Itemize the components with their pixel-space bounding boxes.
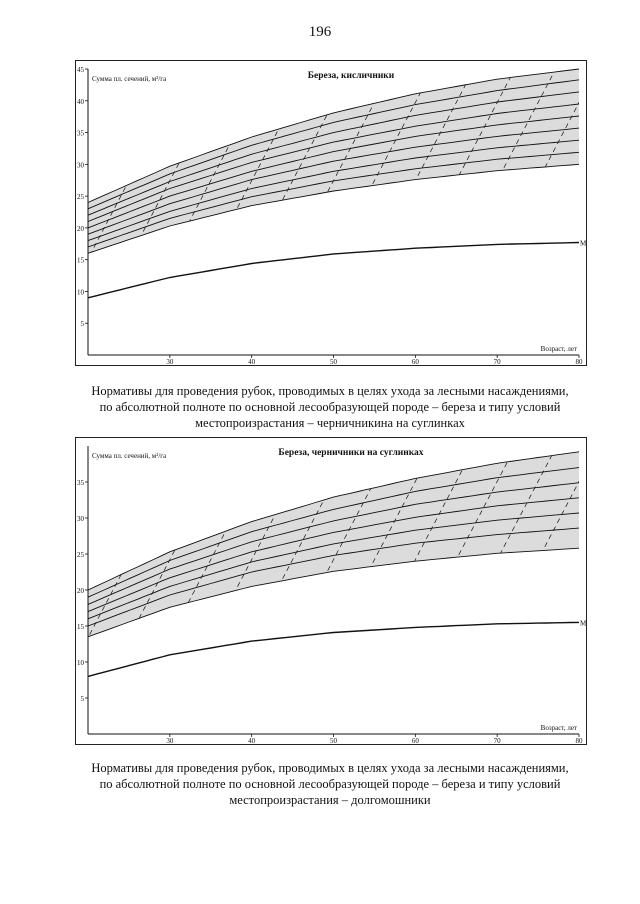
caption-chart-1 bbox=[80, 383, 580, 431]
caption-2-line-2: по абсолютной полноте по основной лесообразующей породе – береза и типу условий bbox=[99, 777, 561, 791]
y-tick-label: 35 bbox=[77, 129, 84, 138]
caption-2-line-3: местопроизрастания – долгомошники bbox=[229, 793, 431, 807]
y-tick-label: 15 bbox=[77, 623, 84, 631]
chart-birch-oxalis bbox=[75, 60, 587, 366]
min-line-label: M bbox=[580, 239, 586, 248]
y-tick-label: 45 bbox=[77, 66, 84, 74]
y-tick-label: 40 bbox=[77, 97, 84, 106]
x-tick-label: 80 bbox=[575, 737, 583, 744]
page-number: 196 bbox=[308, 24, 332, 40]
caption-1-line-3: местопроизрастания – черничникина на суглинках bbox=[195, 416, 465, 430]
y-tick-label: 20 bbox=[77, 224, 84, 233]
x-tick-label: 70 bbox=[493, 358, 501, 365]
x-tick-label: 50 bbox=[330, 737, 337, 744]
series-line bbox=[88, 622, 579, 676]
chart-title: Береза, кисличники bbox=[307, 71, 395, 81]
y-axis-label: Сумма пл. сечений, м²/га bbox=[92, 75, 167, 83]
chart-birch-bilberry-svg bbox=[76, 438, 586, 744]
y-tick-label: 5 bbox=[80, 695, 84, 703]
min-line-label: M bbox=[580, 619, 586, 628]
chart-birch-bilberry bbox=[75, 437, 587, 745]
x-tick-label: 70 bbox=[493, 737, 501, 744]
chart-title: Береза, черничники на суглинках bbox=[278, 448, 424, 458]
y-tick-label: 10 bbox=[77, 659, 84, 667]
x-tick-label: 40 bbox=[248, 358, 256, 365]
y-tick-label: 35 bbox=[77, 479, 84, 487]
series-line bbox=[88, 243, 579, 298]
y-tick-label: 30 bbox=[77, 161, 84, 170]
x-tick-label: 30 bbox=[166, 358, 174, 365]
y-tick-label: 10 bbox=[77, 288, 84, 297]
x-tick-label: 80 bbox=[575, 358, 583, 365]
x-tick-label: 30 bbox=[166, 737, 174, 744]
x-axis-label: Возраст, лет bbox=[540, 345, 577, 353]
x-tick-label: 60 bbox=[411, 737, 419, 744]
x-axis-label: Возраст, лет bbox=[540, 724, 577, 732]
dashed-guide-line bbox=[579, 61, 586, 365]
y-tick-label: 25 bbox=[77, 193, 84, 202]
x-tick-label: 60 bbox=[411, 358, 419, 365]
chart-birch-oxalis-svg bbox=[76, 61, 586, 365]
y-tick-label: 25 bbox=[77, 551, 84, 559]
dashed-guide-line bbox=[579, 438, 586, 744]
x-tick-label: 50 bbox=[330, 358, 337, 365]
caption-chart-2 bbox=[80, 760, 580, 808]
y-tick-label: 30 bbox=[77, 515, 84, 523]
caption-2-line-1: Нормативы для проведения рубок, проводимых в целях ухода за лесными насаждениями, bbox=[91, 761, 569, 775]
x-tick-label: 40 bbox=[248, 737, 256, 744]
y-tick-label: 5 bbox=[80, 320, 84, 329]
y-tick-label: 20 bbox=[77, 587, 84, 595]
y-axis-label: Сумма пл. сечений, м²/га bbox=[92, 452, 167, 460]
caption-1-line-1: Нормативы для проведения рубок, проводимых в целях ухода за лесными насаждениями, bbox=[91, 384, 569, 398]
caption-1-line-2: по абсолютной полноте по основной лесообразующей породе – береза и типу условий bbox=[99, 400, 561, 414]
y-tick-label: 15 bbox=[77, 256, 84, 265]
